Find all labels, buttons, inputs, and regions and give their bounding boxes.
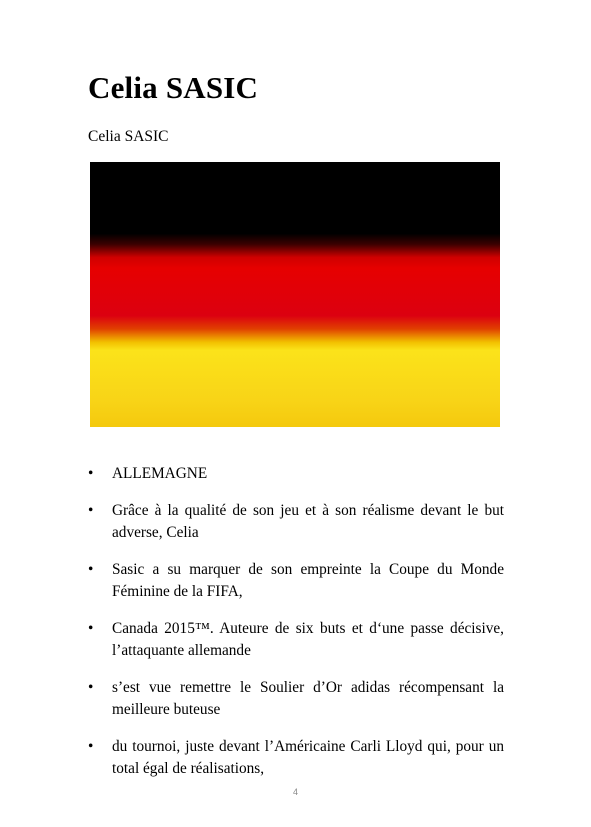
list-item-text: Sasic a su marquer de son empreinte la Coupe du Monde Féminine de la FIFA,: [112, 561, 504, 600]
list-item: [88, 618, 504, 662]
list-item-text: Canada 2015™. Auteure de six buts et d‘une passe décisive, l’attaquante allemande: [112, 620, 504, 659]
list-item: [88, 677, 504, 721]
list-item: [88, 559, 504, 603]
page-title: Celia SASIC: [88, 70, 259, 105]
list-item: [88, 500, 504, 544]
bullet-marker: •: [88, 502, 94, 519]
list-item: [88, 736, 504, 780]
bullet-marker: •: [88, 620, 94, 637]
subtitle: Celia SASIC: [88, 128, 169, 145]
page-number: 4: [292, 787, 298, 797]
bullet-marker: •: [88, 465, 94, 482]
bullet-marker: •: [88, 561, 94, 578]
list-item-text: du tournoi, juste devant l’Américaine Carli Lloyd qui, pour un total égal de réalisations,: [112, 738, 504, 777]
list-item-text: Grâce à la qualité de son jeu et à son réalisme devant le but adverse, Celia: [112, 502, 504, 541]
bullet-marker: •: [88, 738, 94, 755]
list-item-text: ALLEMAGNE: [112, 465, 208, 482]
list-item: [88, 463, 504, 485]
bullet-list: [88, 463, 504, 795]
bullet-marker: •: [88, 679, 94, 696]
germany-flag-image: [90, 162, 500, 427]
list-item-text: s’est vue remettre le Soulier d’Or adidas récompensant la meilleure buteuse: [112, 679, 504, 718]
